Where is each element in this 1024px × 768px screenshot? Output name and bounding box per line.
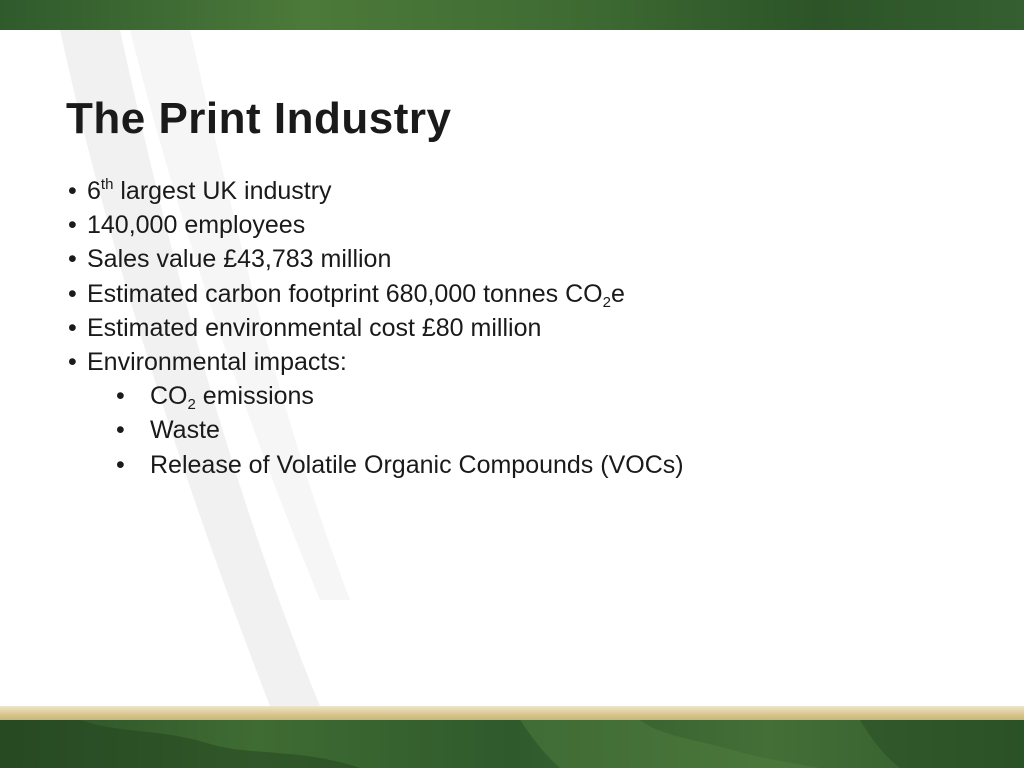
sub-bullet-item: [68, 448, 684, 482]
bullet-marker: •: [116, 382, 125, 411]
bullet-marker: •: [116, 416, 125, 445]
bullet-superscript: th: [100, 176, 114, 193]
bullet-item: [68, 174, 684, 208]
bullet-list: [68, 174, 684, 482]
bullet-text: emissions: [195, 382, 314, 411]
bullet-text: Estimated carbon footprint 680,000 tonnes CO: [87, 279, 603, 308]
bullet-item: [68, 311, 684, 345]
bullet-text: CO: [150, 382, 188, 411]
footer-stripe: [0, 706, 1024, 720]
bullet-item: [68, 242, 684, 276]
sub-bullet-item: [68, 379, 684, 413]
bullet-text: 140,000 employees: [87, 211, 306, 240]
bullet-marker: •: [68, 211, 77, 240]
bullet-text: Environmental impacts:: [87, 347, 347, 376]
bullet-item: [68, 277, 684, 311]
bullet-subscript: 2: [602, 293, 611, 311]
bullet-text: Waste: [150, 416, 220, 445]
bullet-marker: •: [68, 177, 77, 205]
slide-title: The Print Industry: [66, 94, 452, 143]
bullet-marker: •: [116, 450, 125, 479]
bullet-text: Sales value £43,783 million: [87, 245, 392, 274]
bullet-marker: •: [68, 245, 77, 274]
bullet-marker: •: [68, 313, 77, 342]
bullet-text: e: [610, 279, 625, 308]
bullet-marker: •: [68, 279, 77, 308]
sub-bullet-item: [68, 413, 684, 447]
bullet-subscript: 2: [187, 396, 196, 414]
bullet-marker: •: [68, 347, 77, 376]
footer-map-texture: [0, 720, 1024, 768]
bullet-text: largest UK industry: [113, 177, 332, 205]
bullet-text: Release of Volatile Organic Compounds (VOCs): [150, 450, 684, 479]
bullet-text: Estimated environmental cost £80 million: [87, 313, 542, 342]
bullet-text: 6: [87, 177, 101, 205]
bullet-item: [68, 208, 684, 242]
bullet-item: [68, 345, 684, 379]
